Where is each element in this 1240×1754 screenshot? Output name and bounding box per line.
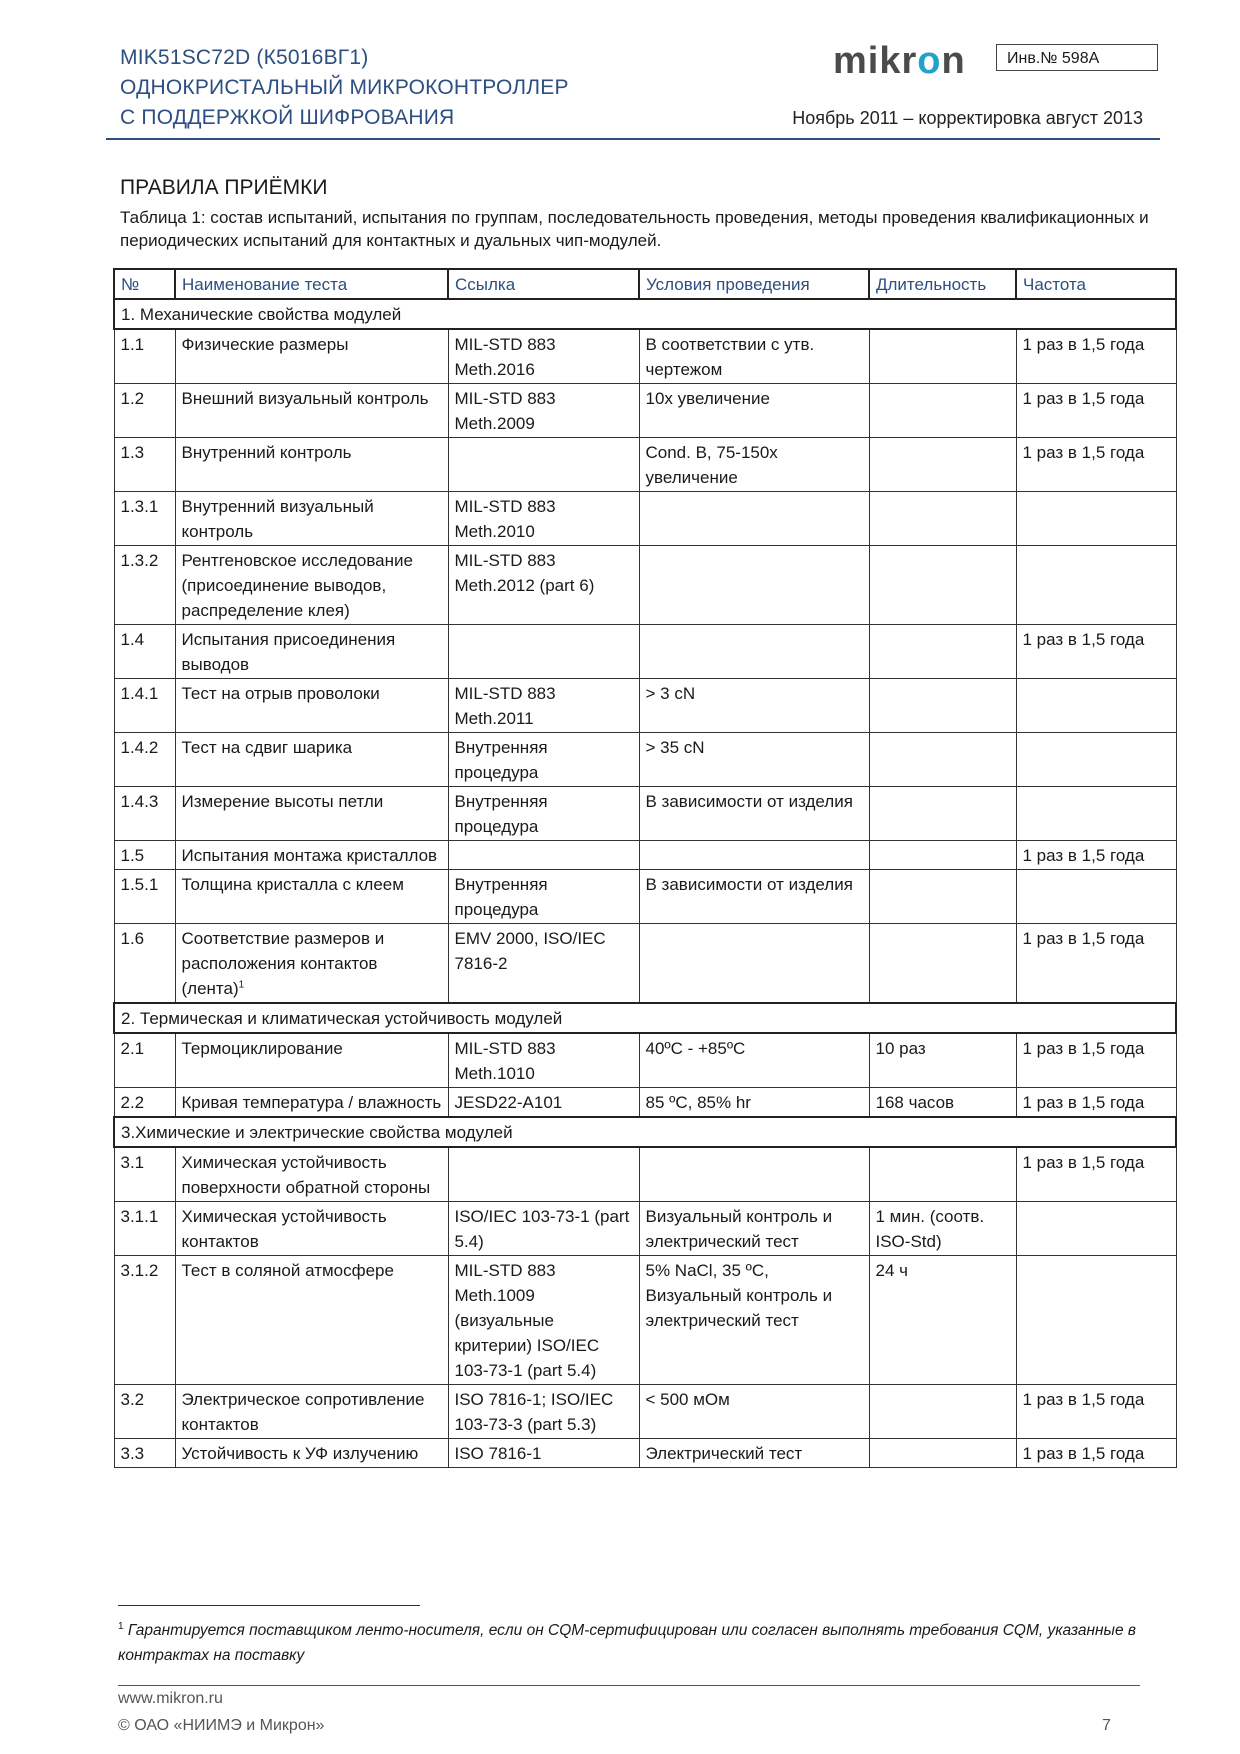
- cell-conditions: Cond. B, 75-150x увеличение: [639, 438, 869, 492]
- group-row: [114, 299, 1176, 329]
- cell-number: 3.1.2: [114, 1256, 175, 1385]
- group-row: [114, 1117, 1176, 1147]
- cell-duration: [869, 384, 1016, 438]
- cell-number: 1.4: [114, 625, 175, 679]
- cell-reference: Внутренняя процедура: [448, 733, 639, 787]
- cell-frequency: 1 раз в 1,5 года: [1016, 384, 1176, 438]
- page-number: 7: [1102, 1717, 1111, 1734]
- cell-number: 1.4.1: [114, 679, 175, 733]
- cell-reference: [448, 625, 639, 679]
- table-row: [114, 841, 1176, 870]
- cell-test-name: Тест в соляной атмосфере: [175, 1256, 448, 1385]
- cell-conditions: Электрический тест: [639, 1439, 869, 1468]
- cell-duration: [869, 492, 1016, 546]
- footnote-text: Гарантируется поставщиком ленто-носителя, если он CQM-сертифицирован или согласен выполнять требования CQM, указанные в контрактах на поставку: [118, 1622, 1136, 1664]
- cell-test-name: Устойчивость к УФ излучению: [175, 1439, 448, 1468]
- cell-number: 3.1.1: [114, 1202, 175, 1256]
- cell-duration: [869, 870, 1016, 924]
- col-header-conditions: Условия проведения: [639, 269, 869, 299]
- cell-duration: [869, 1385, 1016, 1439]
- group-title: 3.Химические и электрические свойства модулей: [114, 1117, 1176, 1147]
- table-row: [114, 1256, 1176, 1385]
- table-caption: Таблица 1: состав испытаний, испытания по группам, последовательность проведения, методы проведения квалификационных и периодических испытаний для контактных и дуальных чип-модулей.: [120, 208, 1149, 250]
- cell-duration: [869, 787, 1016, 841]
- table-row: [114, 1147, 1176, 1202]
- table-row: [114, 1088, 1176, 1118]
- footer-copyright: © ОАО «НИИМЭ и Микрон»: [118, 1717, 325, 1734]
- cell-duration: [869, 841, 1016, 870]
- cell-reference: [448, 1147, 639, 1202]
- cell-frequency: [1016, 546, 1176, 625]
- cell-conditions: [639, 1147, 869, 1202]
- cell-test-name: Кривая температура / влажность: [175, 1088, 448, 1118]
- cell-reference: MIL-STD 883 Meth.1009 (визуальные критерии) ISO/IEC 103-73-1 (part 5.4): [448, 1256, 639, 1385]
- cell-test-name: Внутренний визуальный контроль: [175, 492, 448, 546]
- cell-test-name: Электрическое сопротивление контактов: [175, 1385, 448, 1439]
- cell-conditions: В зависимости от изделия: [639, 787, 869, 841]
- cell-frequency: [1016, 1202, 1176, 1256]
- footnote-ref: 1: [238, 979, 245, 991]
- cell-conditions: [639, 492, 869, 546]
- cell-frequency: [1016, 787, 1176, 841]
- header-divider: [106, 138, 1160, 140]
- cell-reference: MIL-STD 883 Meth.2012 (part 6): [448, 546, 639, 625]
- cell-conditions: 85 ºC, 85% hr: [639, 1088, 869, 1118]
- cell-reference: ISO 7816-1; ISO/IEC 103-73-3 (part 5.3): [448, 1385, 639, 1439]
- table-row: [114, 733, 1176, 787]
- cell-reference: EMV 2000, ISO/IEC 7816-2: [448, 924, 639, 1004]
- cell-duration: [869, 438, 1016, 492]
- cell-number: 1.6: [114, 924, 175, 1004]
- cell-test-name: Термоциклирование: [175, 1033, 448, 1088]
- cell-duration: [869, 546, 1016, 625]
- footnote-divider: [118, 1605, 420, 1606]
- group-title: 2. Термическая и климатическая устойчивость модулей: [114, 1003, 1176, 1033]
- cell-reference: [448, 438, 639, 492]
- cell-number: 2.2: [114, 1088, 175, 1118]
- cell-duration: [869, 1439, 1016, 1468]
- cell-test-name: [175, 924, 448, 1004]
- cell-conditions: [639, 841, 869, 870]
- cell-duration: 10 раз: [869, 1033, 1016, 1088]
- cell-conditions: Визуальный контроль и электрический тест: [639, 1202, 869, 1256]
- cell-conditions: > 35 cN: [639, 733, 869, 787]
- cell-reference: [448, 841, 639, 870]
- cell-number: 3.2: [114, 1385, 175, 1439]
- cell-frequency: [1016, 870, 1176, 924]
- cell-conditions: 5% NaCl, 35 ºC, Визуальный контроль и электрический тест: [639, 1256, 869, 1385]
- cell-duration: 168 часов: [869, 1088, 1016, 1118]
- cell-frequency: 1 раз в 1,5 года: [1016, 438, 1176, 492]
- table-row: [114, 924, 1176, 1004]
- cell-number: 1.4.2: [114, 733, 175, 787]
- cell-number: 1.3: [114, 438, 175, 492]
- cell-frequency: [1016, 1256, 1176, 1385]
- tests-table: [113, 268, 1177, 1468]
- cell-test-name: Испытания монтажа кристаллов: [175, 841, 448, 870]
- cell-test-name: Физические размеры: [175, 329, 448, 384]
- table-row: [114, 329, 1176, 384]
- cell-reference: MIL-STD 883 Meth.2011: [448, 679, 639, 733]
- footnote: [118, 1618, 1168, 1668]
- cell-conditions: > 3 cN: [639, 679, 869, 733]
- cell-frequency: [1016, 679, 1176, 733]
- mikron-logo: mikron: [833, 40, 966, 82]
- table-row: [114, 870, 1176, 924]
- cell-conditions: [639, 924, 869, 1004]
- cell-frequency: 1 раз в 1,5 года: [1016, 625, 1176, 679]
- cell-reference: ISO/IEC 103-73-1 (part 5.4): [448, 1202, 639, 1256]
- col-header-test-name: Наименование теста: [175, 269, 448, 299]
- cell-conditions: [639, 546, 869, 625]
- cell-test-name: Испытания присоединения выводов: [175, 625, 448, 679]
- cell-test-name: Тест на сдвиг шарика: [175, 733, 448, 787]
- col-header-number: №: [114, 269, 175, 299]
- cell-frequency: 1 раз в 1,5 года: [1016, 1088, 1176, 1118]
- cell-duration: [869, 924, 1016, 1004]
- table-row: [114, 438, 1176, 492]
- cell-test-name: Внешний визуальный контроль: [175, 384, 448, 438]
- cell-reference: Внутренняя процедура: [448, 787, 639, 841]
- cell-conditions: 40ºC - +85ºC: [639, 1033, 869, 1088]
- footnote-marker: 1: [118, 1620, 124, 1632]
- table-row: [114, 546, 1176, 625]
- cell-duration: [869, 329, 1016, 384]
- cell-frequency: [1016, 492, 1176, 546]
- cell-reference: Внутренняя процедура: [448, 870, 639, 924]
- cell-test-name: Внутренний контроль: [175, 438, 448, 492]
- cell-number: 3.1: [114, 1147, 175, 1202]
- cell-reference: MIL-STD 883 Meth.2009: [448, 384, 639, 438]
- cell-conditions: 10x увеличение: [639, 384, 869, 438]
- group-row: [114, 1003, 1176, 1033]
- cell-test-name: Измерение высоты петли: [175, 787, 448, 841]
- cell-test-name: Тест на отрыв проволоки: [175, 679, 448, 733]
- cell-frequency: 1 раз в 1,5 года: [1016, 1439, 1176, 1468]
- cell-number: 1.5: [114, 841, 175, 870]
- cell-reference: MIL-STD 883 Meth.2010: [448, 492, 639, 546]
- cell-frequency: 1 раз в 1,5 года: [1016, 841, 1176, 870]
- cell-frequency: 1 раз в 1,5 года: [1016, 1385, 1176, 1439]
- cell-duration: [869, 1147, 1016, 1202]
- cell-duration: 1 мин. (соотв. ISO-Std): [869, 1202, 1016, 1256]
- cell-test-name-text: Соответствие размеров и расположения контактов (лента): [181, 929, 385, 998]
- footer-website-link[interactable]: www.mikron.ru: [118, 1690, 223, 1707]
- cell-number: 1.5.1: [114, 870, 175, 924]
- cell-number: 1.3.2: [114, 546, 175, 625]
- section-title: ПРАВИЛА ПРИЁМКИ: [120, 176, 328, 199]
- cell-number: 1.3.1: [114, 492, 175, 546]
- cell-test-name: Химическая устойчивость поверхности обратной стороны: [175, 1147, 448, 1202]
- cell-frequency: [1016, 733, 1176, 787]
- cell-duration: [869, 679, 1016, 733]
- cell-frequency: 1 раз в 1,5 года: [1016, 329, 1176, 384]
- cell-conditions: В соответствии с утв. чертежом: [639, 329, 869, 384]
- cell-number: 1.4.3: [114, 787, 175, 841]
- cell-reference: JESD22-A101: [448, 1088, 639, 1118]
- cell-reference: MIL-STD 883 Meth.2016: [448, 329, 639, 384]
- table-row: [114, 1033, 1176, 1088]
- table-row: [114, 1439, 1176, 1468]
- group-title: 1. Механические свойства модулей: [114, 299, 1176, 329]
- col-header-reference: Ссылка: [448, 269, 639, 299]
- table-header-row: [114, 269, 1176, 299]
- cell-number: 1.1: [114, 329, 175, 384]
- cell-test-name: Химическая устойчивость контактов: [175, 1202, 448, 1256]
- footer-divider: [118, 1685, 1140, 1686]
- cell-frequency: 1 раз в 1,5 года: [1016, 924, 1176, 1004]
- cell-duration: [869, 733, 1016, 787]
- revision-date: Ноябрь 2011 – корректировка август 2013: [792, 108, 1143, 128]
- cell-conditions: < 500 мОм: [639, 1385, 869, 1439]
- table-row: [114, 1385, 1176, 1439]
- cell-test-name: Рентгеновское исследование (присоединение выводов, распределение клея): [175, 546, 448, 625]
- cell-reference: MIL-STD 883 Meth.1010: [448, 1033, 639, 1088]
- cell-number: 3.3: [114, 1439, 175, 1468]
- table-row: [114, 492, 1176, 546]
- cell-test-name: Толщина кристалла с клеем: [175, 870, 448, 924]
- inventory-number: Инв.№ 598А: [996, 44, 1158, 71]
- cell-duration: [869, 625, 1016, 679]
- cell-number: 1.2: [114, 384, 175, 438]
- table-row: [114, 679, 1176, 733]
- table-row: [114, 787, 1176, 841]
- cell-frequency: 1 раз в 1,5 года: [1016, 1147, 1176, 1202]
- col-header-frequency: Частота: [1016, 269, 1176, 299]
- table-row: [114, 384, 1176, 438]
- doc-title-line-2: ОДНОКРИСТАЛЬНЫЙ МИКРОКОНТРОЛЛЕР: [120, 76, 569, 99]
- doc-title-line-3: С ПОДДЕРЖКОЙ ШИФРОВАНИЯ: [120, 106, 455, 129]
- cell-frequency: 1 раз в 1,5 года: [1016, 1033, 1176, 1088]
- table-row: [114, 625, 1176, 679]
- cell-duration: 24 ч: [869, 1256, 1016, 1385]
- cell-number: 2.1: [114, 1033, 175, 1088]
- cell-conditions: [639, 625, 869, 679]
- doc-title-line-1: MIK51SC72D (К5016ВГ1): [120, 46, 369, 69]
- cell-conditions: В зависимости от изделия: [639, 870, 869, 924]
- table-row: [114, 1202, 1176, 1256]
- col-header-duration: Длительность: [869, 269, 1016, 299]
- cell-reference: ISO 7816-1: [448, 1439, 639, 1468]
